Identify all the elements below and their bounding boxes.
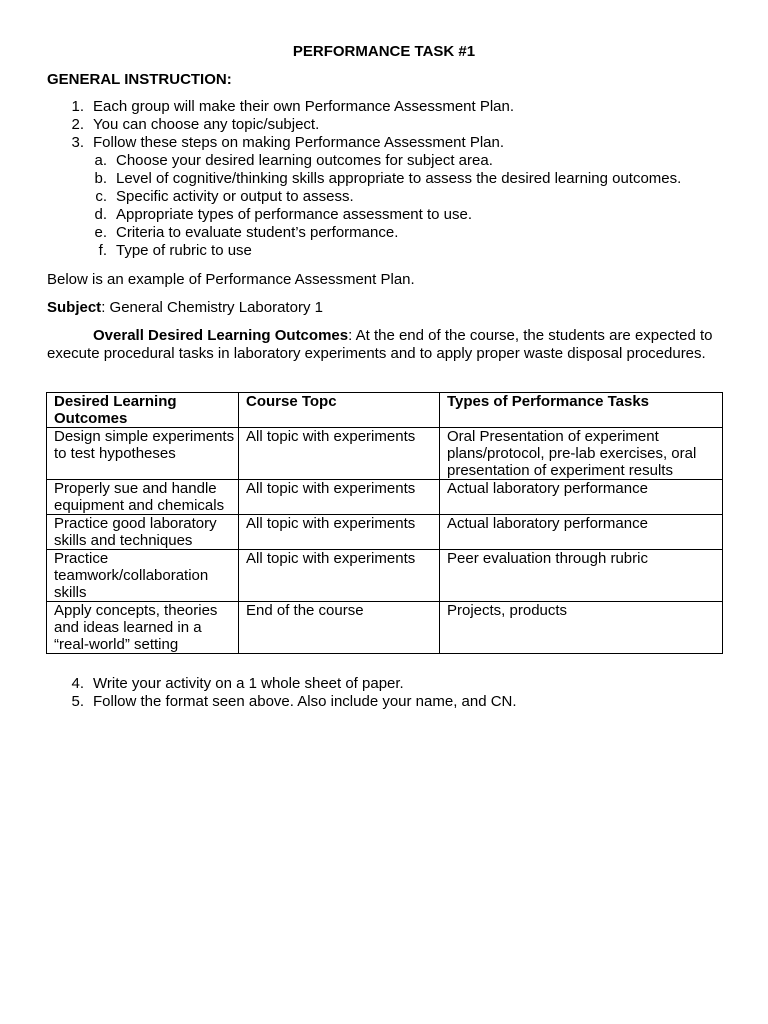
list-text: Follow these steps on making Performance Assessment Plan. (93, 134, 505, 151)
list-item (47, 134, 737, 152)
list-number: 4. (71, 675, 84, 692)
overall-outcomes-paragraph (47, 327, 722, 363)
table-cell: All topic with experiments (239, 550, 440, 602)
table-row (47, 602, 723, 654)
sub-list-letter: a. (94, 152, 107, 169)
column-header: Desired Learning Outcomes (47, 393, 239, 428)
list-text: You can choose any topic/subject. (93, 116, 320, 133)
list-number: 2. (71, 116, 84, 133)
table-cell: All topic with experiments (239, 428, 440, 480)
sub-list-text: Specific activity or output to assess. (116, 188, 354, 205)
subject-value: : General Chemistry Laboratory 1 (101, 299, 323, 316)
sub-list-text: Choose your desired learning outcomes for subject area. (116, 152, 493, 169)
assessment-plan-table (46, 392, 723, 654)
table-cell: Peer evaluation through rubric (440, 550, 723, 602)
sub-list-letter: e. (94, 224, 107, 241)
table-cell: Practice good laboratory skills and techniques (47, 515, 239, 550)
sub-list-letter: d. (94, 206, 107, 223)
sub-list-text: Type of rubric to use (116, 242, 252, 259)
table-row (47, 515, 723, 550)
subject-line (47, 299, 323, 317)
sub-list-item (47, 206, 737, 224)
instruction-list (47, 98, 737, 260)
table-header-row (47, 393, 723, 428)
list-number: 1. (71, 98, 84, 115)
table-cell: Actual laboratory performance (440, 515, 723, 550)
subject-label: Subject (47, 299, 102, 316)
table-row (47, 480, 723, 515)
sub-list-letter: f. (98, 242, 107, 259)
table-cell: Oral Presentation of experiment plans/protocol, pre-lab exercises, oral presentation of experiment results (440, 428, 723, 480)
sub-list-text: Criteria to evaluate student’s performance. (116, 224, 399, 241)
table-row (47, 550, 723, 602)
list-item (47, 693, 737, 711)
sub-list-item (47, 152, 737, 170)
list-text: Write your activity on a 1 whole sheet of paper. (93, 675, 404, 692)
table-cell: All topic with experiments (239, 515, 440, 550)
column-header: Types of Performance Tasks (440, 393, 723, 428)
table-cell: Projects, products (440, 602, 723, 654)
sub-list-text: Appropriate types of performance assessment to use. (116, 206, 473, 223)
sub-list-item (47, 224, 737, 242)
sub-list-letter: b. (94, 170, 107, 187)
sub-list-letter: c. (95, 188, 107, 205)
table-cell: Apply concepts, theories and ideas learned in a “real-world” setting (47, 602, 239, 654)
page-title: PERFORMANCE TASK #1 (292, 43, 476, 60)
list-text: Each group will make their own Performance Assessment Plan. (93, 98, 515, 115)
column-header: Course Topc (239, 393, 440, 428)
table-cell: Properly sue and handle equipment and chemicals (47, 480, 239, 515)
list-number: 5. (71, 693, 84, 710)
list-item (47, 98, 737, 116)
outcomes-text: : At the end of the course, the students are expected to execute procedural tasks in laboratory experiments and to apply proper waste disposal procedures. (47, 327, 713, 362)
general-instruction-heading: GENERAL INSTRUCTION: (47, 71, 232, 88)
list-item (47, 116, 737, 134)
sub-list-item (47, 242, 737, 260)
sub-list-item (47, 170, 737, 188)
list-item (47, 675, 737, 693)
table-cell: Practice teamwork/collaboration skills (47, 550, 239, 602)
table-row (47, 428, 723, 480)
table-cell: Actual laboratory performance (440, 480, 723, 515)
outcomes-label: Overall Desired Learning Outcomes (93, 327, 349, 344)
table-cell: End of the course (239, 602, 440, 654)
list-text: Follow the format seen above. Also include your name, and CN. (93, 693, 517, 710)
list-number: 3. (71, 134, 84, 151)
final-instruction-list (47, 675, 737, 711)
example-intro: Below is an example of Performance Assessment Plan. (47, 271, 415, 288)
table-cell: Design simple experiments to test hypotheses (47, 428, 239, 480)
sub-list-text: Level of cognitive/thinking skills appropriate to assess the desired learning outcomes. (116, 170, 682, 187)
table-cell: All topic with experiments (239, 480, 440, 515)
sub-list-item (47, 188, 737, 206)
